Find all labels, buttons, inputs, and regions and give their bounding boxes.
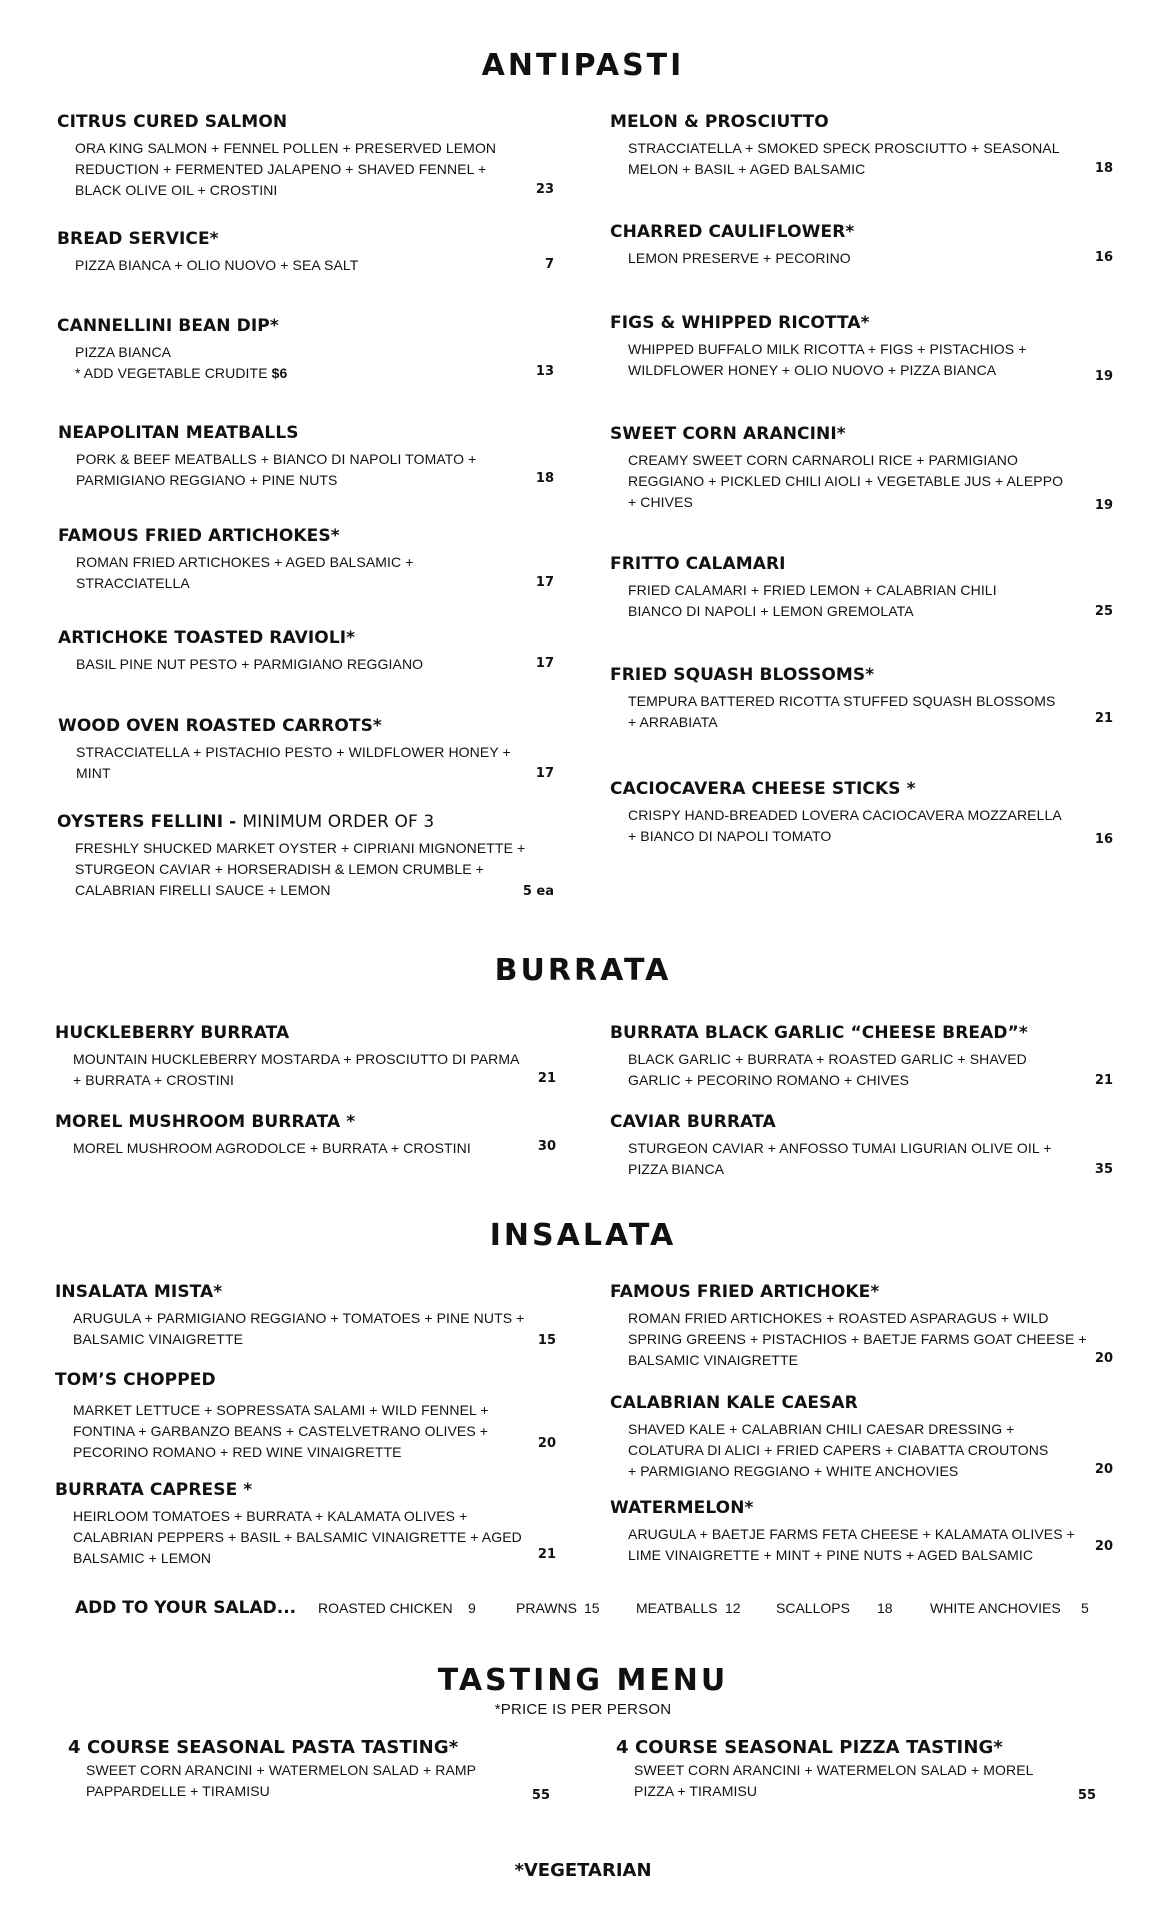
item-description: CRISPY HAND-BREADED LOVERA CACIOCAVERA MOZZARELLA + BIANCO DI NAPOLI TOMATO [628, 807, 1062, 844]
item-name: MOREL MUSHROOM BURRATA * [55, 1112, 356, 1132]
addon-name: ROASTED CHICKEN [318, 1600, 453, 1616]
addon-price: 18 [877, 1600, 893, 1616]
item-description: BLACK GARLIC + BURRATA + ROASTED GARLIC + SHAVED GARLIC + PECORINO ROMANO + CHIVES [628, 1051, 1027, 1088]
addon-price: 9 [468, 1600, 476, 1616]
item-description: MOREL MUSHROOM AGRODOLCE + BURRATA + CROSTINI [73, 1140, 471, 1156]
menu-item [610, 665, 1055, 733]
item-name: 4 COURSE SEASONAL PIZZA TASTING* [616, 1737, 1003, 1758]
addons-lead: ADD TO YOUR SALAD... [75, 1598, 297, 1618]
item-name: CALABRIAN KALE CAESAR [610, 1393, 858, 1413]
item-description: FRIED CALAMARI + FRIED LEMON + CALABRIAN CHILI BIANCO DI NAPOLI + LEMON GREMOLATA [628, 582, 997, 619]
menu-item [610, 1282, 1087, 1371]
item-name: FAMOUS FRIED ARTICHOKE* [610, 1282, 880, 1302]
menu-item [58, 716, 511, 784]
item-name: CITRUS CURED SALMON [57, 112, 288, 132]
item-description: STRACCIATELLA + SMOKED SPECK PROSCIUTTO + SEASONAL MELON + BASIL + AGED BALSAMIC [628, 140, 1060, 177]
item-description: BASIL PINE NUT PESTO + PARMIGIANO REGGIANO [76, 656, 424, 672]
addon-name: PRAWNS [516, 1600, 577, 1616]
menu-item [57, 229, 358, 276]
addon-name: SCALLOPS [776, 1600, 850, 1616]
item-price: 16 [1094, 250, 1113, 265]
item-price: 17 [535, 575, 554, 590]
item-price: 30 [537, 1139, 556, 1154]
menu-item [610, 313, 1027, 381]
item-name: CACIOCAVERA CHEESE STICKS * [610, 779, 916, 799]
section-title-insalata: INSALATA [489, 1218, 677, 1253]
item-price: 21 [1094, 711, 1113, 726]
addon-text: * ADD VEGETABLE CRUDITE [75, 365, 272, 381]
item-price: 23 [535, 182, 554, 197]
menu-item [616, 1737, 1034, 1802]
menu-item [610, 779, 1062, 847]
item-name: FAMOUS FRIED ARTICHOKES* [58, 526, 340, 546]
menu-item [610, 112, 1060, 180]
item-description: ROMAN FRIED ARTICHOKES + ROASTED ASPARAGUS + WILD SPRING GREENS + PISTACHIOS + BAETJE FARMS GOAT CHEESE + BALSAMIC VINAIGRETTE [628, 1310, 1087, 1368]
menu-item [55, 1112, 471, 1159]
tasting-price-note: *PRICE IS PER PERSON [494, 1701, 672, 1718]
item-description: PORK & BEEF MEATBALLS + BIANCO DI NAPOLI TOMATO + PARMIGIANO REGGIANO + PINE NUTS [76, 451, 477, 488]
addon-name: WHITE ANCHOVIES [930, 1600, 1061, 1616]
item-price: 5 ea [522, 884, 554, 899]
item-name: HUCKLEBERRY BURRATA [55, 1023, 290, 1043]
item-price: 18 [535, 471, 554, 486]
menu-item [68, 1737, 476, 1802]
item-description: PIZZA BIANCA [75, 344, 172, 360]
item-description: ARUGULA + BAETJE FARMS FETA CHEESE + KALAMATA OLIVES + LIME VINAIGRETTE + MINT + PINE NUTS + AGED BALSAMIC [628, 1526, 1075, 1563]
item-name-text: OYSTERS FELLINI - [57, 812, 243, 832]
item-description: MARKET LETTUCE + SOPRESSATA SALAMI + WILD FENNEL + FONTINA + GARBANZO BEANS + CASTELVETRANO OLIVES + PECORINO ROMANO + RED WINE VINAIGRETTE [73, 1402, 489, 1460]
item-name: WOOD OVEN ROASTED CARROTS* [58, 716, 382, 736]
item-price: 21 [1094, 1073, 1113, 1088]
item-description: WHIPPED BUFFALO MILK RICOTTA + FIGS + PISTACHIOS + WILDFLOWER HONEY + OLIO NUOVO + PIZZA BIANCA [628, 341, 1027, 378]
item-description: TEMPURA BATTERED RICOTTA STUFFED SQUASH BLOSSOMS + ARRABIATA [628, 693, 1056, 730]
item-description: HEIRLOOM TOMATOES + BURRATA + KALAMATA OLIVES + CALABRIAN PEPPERS + BASIL + BALSAMIC VINAIGRETTE + AGED BALSAMIC + LEMON [73, 1508, 522, 1566]
addon-price: 5 [1081, 1600, 1089, 1616]
item-description: ORA KING SALMON + FENNEL POLLEN + PRESERVED LEMON REDUCTION + FERMENTED JALAPENO + SHAVED FENNEL + BLACK OLIVE OIL + CROSTINI [75, 140, 497, 198]
menu-item [58, 628, 423, 675]
section-title-tasting-menu: TASTING MENU [437, 1663, 729, 1698]
item-name: BURRATA CAPRESE * [55, 1480, 253, 1500]
addon-price: 12 [725, 1600, 741, 1616]
item-price: 19 [1094, 369, 1113, 384]
item-description: SWEET CORN ARANCINI + WATERMELON SALAD + MOREL PIZZA + TIRAMISU [634, 1762, 1034, 1799]
item-price: 21 [537, 1071, 556, 1086]
item-name: CAVIAR BURRATA [610, 1112, 776, 1132]
item-price: 20 [1094, 1462, 1113, 1477]
item-note: MINIMUM ORDER OF 3 [242, 812, 435, 832]
item-name: TOM’S CHOPPED [55, 1370, 216, 1390]
menu-item [610, 1112, 1051, 1180]
menu-item [55, 1282, 524, 1350]
item-name [57, 812, 525, 832]
menu-item [55, 1370, 489, 1463]
item-description: ARUGULA + PARMIGIANO REGGIANO + TOMATOES + PINE NUTS + BALSAMIC VINAIGRETTE [73, 1310, 525, 1347]
item-name: CANNELLINI BEAN DIP* [57, 316, 279, 336]
section-title-burrata: BURRATA [494, 953, 672, 988]
menu-item [610, 1393, 1048, 1482]
item-description: SWEET CORN ARANCINI + WATERMELON SALAD + RAMP PAPPARDELLE + TIRAMISU [86, 1762, 477, 1799]
item-description: STRACCIATELLA + PISTACHIO PESTO + WILDFLOWER HONEY + MINT [76, 744, 511, 781]
item-description: MOUNTAIN HUCKLEBERRY MOSTARDA + PROSCIUTTO DI PARMA + BURRATA + CROSTINI [73, 1051, 520, 1088]
section-title-antipasti: ANTIPASTI [481, 48, 685, 83]
menu-item [610, 554, 997, 622]
item-name: NEAPOLITAN MEATBALLS [58, 423, 299, 443]
item-name: BURRATA BLACK GARLIC “CHEESE BREAD”* [610, 1023, 1028, 1043]
item-name: ARTICHOKE TOASTED RAVIOLI* [58, 628, 356, 648]
item-price: 20 [537, 1436, 556, 1451]
item-description: LEMON PRESERVE + PECORINO [628, 250, 851, 266]
item-name: CHARRED CAULIFLOWER* [610, 222, 855, 242]
addon-price: $6 [271, 365, 288, 381]
item-price: 21 [537, 1547, 556, 1562]
menu-item [58, 526, 414, 594]
menu-item [610, 1023, 1028, 1091]
item-name: 4 COURSE SEASONAL PASTA TASTING* [68, 1737, 459, 1758]
item-name: WATERMELON* [610, 1498, 754, 1518]
item-price: 20 [1094, 1351, 1113, 1366]
menu-item [57, 316, 287, 384]
item-description: ROMAN FRIED ARTICHOKES + AGED BALSAMIC + STRACCIATELLA [76, 554, 414, 591]
menu-item [610, 222, 854, 269]
menu-item [55, 1023, 520, 1091]
item-description: STURGEON CAVIAR + ANFOSSO TUMAI LIGURIAN OLIVE OIL + PIZZA BIANCA [628, 1140, 1052, 1177]
item-name: INSALATA MISTA* [55, 1282, 223, 1302]
item-price: 55 [531, 1788, 550, 1803]
item-price: 7 [544, 257, 554, 272]
item-price: 16 [1094, 832, 1113, 847]
item-price: 55 [1077, 1788, 1096, 1803]
menu-item [57, 112, 496, 201]
addon-price: 15 [584, 1600, 600, 1616]
menu-item [57, 812, 525, 901]
item-price: 13 [535, 364, 554, 379]
item-name: FRIED SQUASH BLOSSOMS* [610, 665, 875, 685]
menu-item [610, 424, 1063, 513]
item-name: FRITTO CALAMARI [610, 554, 786, 574]
item-name: SWEET CORN ARANCINI* [610, 424, 846, 444]
item-addon [75, 363, 287, 384]
item-name: MELON & PROSCIUTTO [610, 112, 829, 132]
menu-item [55, 1480, 522, 1569]
item-description: FRESHLY SHUCKED MARKET OYSTER + CIPRIANI MIGNONETTE + STURGEON CAVIAR + HORSERADISH & LEMON CRUMBLE + CALABRIAN FIRELLI SAUCE + LEMON [75, 840, 526, 898]
item-price: 20 [1094, 1539, 1113, 1554]
item-description: PIZZA BIANCA + OLIO NUOVO + SEA SALT [75, 257, 359, 273]
item-price: 19 [1094, 498, 1113, 513]
item-description: SHAVED KALE + CALABRIAN CHILI CAESAR DRESSING + COLATURA DI ALICI + FRIED CAPERS + CIABATTA CROUTONS + PARMIGIANO REGGIANO + WHITE ANCHOVIES [628, 1421, 1049, 1479]
menu-item [610, 1498, 1075, 1566]
salad-addons [0, 1598, 1166, 1622]
item-price: 17 [535, 766, 554, 781]
menu-item [58, 423, 476, 491]
vegetarian-footnote: *VEGETARIAN [514, 1860, 652, 1881]
item-name: BREAD SERVICE* [57, 229, 219, 249]
item-price: 17 [535, 656, 554, 671]
item-description: CREAMY SWEET CORN CARNAROLI RICE + PARMIGIANO REGGIANO + PICKLED CHILI AIOLI + VEGETABLE JUS + ALEPPO + CHIVES [628, 452, 1064, 510]
item-name: FIGS & WHIPPED RICOTTA* [610, 313, 870, 333]
item-price: 15 [537, 1333, 556, 1348]
item-price: 25 [1094, 604, 1113, 619]
item-price: 18 [1094, 161, 1113, 176]
item-price: 35 [1094, 1162, 1113, 1177]
addon-name: MEATBALLS [636, 1600, 718, 1616]
